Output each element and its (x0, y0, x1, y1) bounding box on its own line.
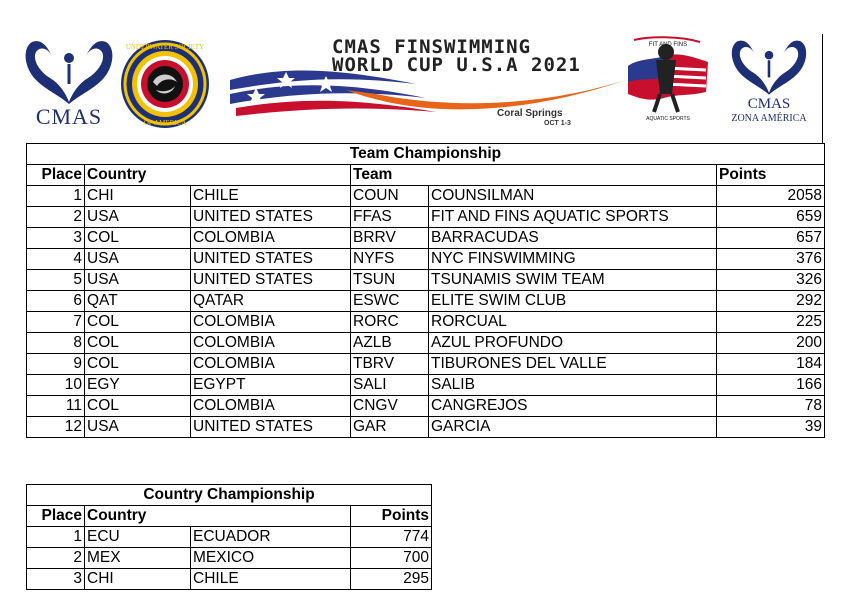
table-row (27, 375, 825, 396)
country-name-cell: MEXICO (191, 548, 351, 569)
cmas-left-label: CMAS (35, 104, 103, 129)
team-name-cell: RORCUAL (429, 312, 717, 333)
underwater-society-seal (112, 38, 218, 130)
country-code-cell: COL (85, 396, 191, 417)
cmas-emblem-icon (22, 38, 116, 108)
cmas-logo-left (22, 38, 116, 134)
header-points: Points (351, 506, 432, 527)
team-code-cell: ESWC (351, 291, 429, 312)
place-cell: 3 (27, 228, 85, 249)
table-row (27, 270, 825, 291)
table-row (27, 527, 432, 548)
team-name-cell: ELITE SWIM CLUB (429, 291, 717, 312)
event-title-line-2: WORLD CUP U.S.A 2021 (332, 54, 581, 76)
country-table-caption-row (27, 485, 432, 506)
team-name-cell: BARRACUDAS (429, 228, 717, 249)
place-cell: 12 (27, 417, 85, 438)
points-cell: 225 (717, 312, 825, 333)
fit-and-fins-logo (620, 36, 716, 122)
team-code-cell: RORC (351, 312, 429, 333)
points-cell: 2058 (717, 186, 825, 207)
country-code-cell: COL (85, 333, 191, 354)
country-code-cell: USA (85, 207, 191, 228)
team-name-cell: TIBURONES DEL VALLE (429, 354, 717, 375)
table-row (27, 291, 825, 312)
country-name-cell: EGYPT (191, 375, 351, 396)
points-cell: 200 (717, 333, 825, 354)
country-code-cell: COL (85, 354, 191, 375)
points-cell: 292 (717, 291, 825, 312)
team-name-cell: GARCIA (429, 417, 717, 438)
points-cell: 295 (351, 569, 432, 590)
place-cell: 9 (27, 354, 85, 375)
header-points: Points (717, 165, 825, 186)
team-code-cell: FFAS (351, 207, 429, 228)
table-row (27, 354, 825, 375)
country-name-cell: QATAR (191, 291, 351, 312)
team-code-cell: TSUN (351, 270, 429, 291)
country-name-cell: ECUADOR (191, 527, 351, 548)
country-name-cell: UNITED STATES (191, 249, 351, 270)
points-cell: 700 (351, 548, 432, 569)
team-name-cell: COUNSILMAN (429, 186, 717, 207)
table-row (27, 417, 825, 438)
place-cell: 1 (27, 186, 85, 207)
country-code-cell: CHI (85, 569, 191, 590)
country-code-cell: COL (85, 312, 191, 333)
event-title-line-1: CMAS FINSWIMMING (332, 36, 532, 58)
points-cell: 166 (717, 375, 825, 396)
place-cell: 11 (27, 396, 85, 417)
country-name-cell: UNITED STATES (191, 270, 351, 291)
team-table-header-row (27, 165, 825, 186)
country-name-cell: COLOMBIA (191, 228, 351, 249)
team-name-cell: AZUL PROFUNDO (429, 333, 717, 354)
cmas-right-sublabel: ZONA AMÉRICA (731, 113, 807, 124)
points-cell: 376 (717, 249, 825, 270)
country-name-cell: UNITED STATES (191, 417, 351, 438)
team-name-cell: NYC FINSWIMMING (429, 249, 717, 270)
country-code-cell: CHI (85, 186, 191, 207)
place-cell: 7 (27, 312, 85, 333)
team-code-cell: AZLB (351, 333, 429, 354)
svg-text:UNDERWATER SOCIETY: UNDERWATER SOCIETY (125, 43, 205, 51)
event-dates: OCT 1-3 (544, 120, 571, 127)
country-name-cell: COLOMBIA (191, 333, 351, 354)
country-code-cell: EGY (85, 375, 191, 396)
team-table-caption-row (27, 144, 825, 165)
table-row (27, 249, 825, 270)
table-row (27, 396, 825, 417)
svg-text:FIT AND FINS: FIT AND FINS (648, 42, 688, 48)
header-frame-line (822, 34, 823, 144)
team-code-cell: TBRV (351, 354, 429, 375)
cmas-emblem-icon (722, 38, 816, 98)
country-name-cell: CHILE (191, 569, 351, 590)
table-row (27, 228, 825, 249)
table-row (27, 207, 825, 228)
cmas-zona-america-logo (722, 38, 816, 134)
country-code-cell: MEX (85, 548, 191, 569)
country-name-cell: COLOMBIA (191, 354, 351, 375)
fit-and-fins-logo-icon (620, 36, 716, 122)
team-code-cell: BRRV (351, 228, 429, 249)
place-cell: 2 (27, 548, 85, 569)
country-name-cell: COLOMBIA (191, 396, 351, 417)
event-venue: Coral Springs (497, 108, 563, 119)
header-place: Place (27, 506, 85, 527)
table-row (27, 333, 825, 354)
country-table-caption: Country Championship (27, 485, 432, 506)
header-country: Country (85, 506, 351, 527)
team-name-cell: TSUNAMIS SWIM TEAM (429, 270, 717, 291)
country-table-header-row (27, 506, 432, 527)
points-cell: 659 (717, 207, 825, 228)
country-code-cell: USA (85, 417, 191, 438)
table-row (27, 569, 432, 590)
team-name-cell: FIT AND FINS AQUATIC SPORTS (429, 207, 717, 228)
header-place: Place (27, 165, 85, 186)
points-cell: 78 (717, 396, 825, 417)
country-code-cell: COL (85, 228, 191, 249)
country-code-cell: USA (85, 270, 191, 291)
place-cell: 3 (27, 569, 85, 590)
points-cell: 657 (717, 228, 825, 249)
team-code-cell: SALI (351, 375, 429, 396)
team-championship-table (26, 143, 825, 438)
country-name-cell: UNITED STATES (191, 207, 351, 228)
points-cell: 326 (717, 270, 825, 291)
underwater-society-seal-icon (112, 38, 218, 130)
team-code-cell: NYFS (351, 249, 429, 270)
country-code-cell: ECU (85, 527, 191, 548)
team-code-cell: CNGV (351, 396, 429, 417)
svg-text:AQUATIC SPORTS: AQUATIC SPORTS (646, 116, 690, 122)
table-row (27, 312, 825, 333)
document-header (0, 0, 849, 140)
team-name-cell: SALIB (429, 375, 717, 396)
country-name-cell: COLOMBIA (191, 312, 351, 333)
country-championship-table (26, 484, 432, 590)
event-title (332, 38, 622, 74)
place-cell: 1 (27, 527, 85, 548)
points-cell: 39 (717, 417, 825, 438)
points-cell: 774 (351, 527, 432, 548)
table-row (27, 186, 825, 207)
team-code-cell: COUN (351, 186, 429, 207)
place-cell: 6 (27, 291, 85, 312)
country-code-cell: USA (85, 249, 191, 270)
table-row (27, 548, 432, 569)
country-code-cell: QAT (85, 291, 191, 312)
place-cell: 10 (27, 375, 85, 396)
place-cell: 4 (27, 249, 85, 270)
header-team: Team (351, 165, 717, 186)
team-code-cell: GAR (351, 417, 429, 438)
team-name-cell: CANGREJOS (429, 396, 717, 417)
points-cell: 184 (717, 354, 825, 375)
place-cell: 5 (27, 270, 85, 291)
header-country: Country (85, 165, 351, 186)
svg-text:OF AMERICA: OF AMERICA (143, 119, 187, 127)
place-cell: 8 (27, 333, 85, 354)
team-table-caption: Team Championship (27, 144, 825, 165)
place-cell: 2 (27, 207, 85, 228)
cmas-right-label: CMAS (747, 96, 791, 112)
country-name-cell: CHILE (191, 186, 351, 207)
